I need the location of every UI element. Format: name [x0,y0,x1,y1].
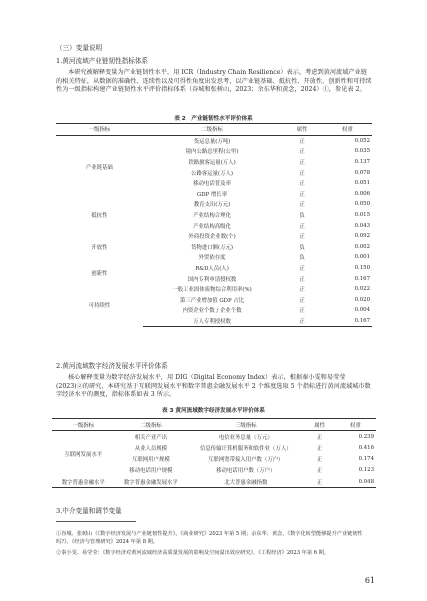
table3 [52,418,376,488]
footnote-2: ②秦小雯、易莹莹：《数字经济对黄河流域经济高质量发展的影响及空间溢出效应研究》，《工程经济》2023 年第 6 期。 [56,550,330,557]
table2-cell: 0.167 [354,275,370,282]
table3-cell: 0.123 [358,467,374,474]
table2-header: 二级指标 [143,124,282,136]
table2-cell: 货物进口额(万元) [191,244,233,251]
table3-cell: 正 [316,434,323,441]
table2-cell: 0.078 [354,169,370,176]
table-row [56,135,372,146]
table3-cell: 正 [316,468,323,475]
table2-header: 属性 [281,124,322,136]
table2-cell: 正 [281,316,322,327]
table2-cell: 正 [299,160,305,167]
table3-cell: 正 [316,445,323,452]
subsection-heading-2: 2.黄河流域数字经济发展水平评价体系 [56,362,168,370]
table2-cell: 0.002 [354,243,370,250]
table3-cell: 互联网宽带接入用户数（万户） [208,457,284,464]
table2-cell: 教育支出(万元) [193,202,231,209]
section-heading: （三）变量说明 [56,44,103,52]
table3-cell: 电信业务总量（万元） [218,434,273,441]
table2-cell: 万人专利授权数 [143,316,282,327]
table2-cell: 外商投资企业数(个) [188,234,236,241]
table2-header: 一级指标 [56,124,143,136]
table3-cell: 正 [316,457,323,464]
table-row [56,231,372,242]
table2-cell: 正 [299,234,305,241]
table2-cell: 公路客运量(万人) [191,170,233,177]
table2-cell: 正 [299,202,305,209]
table2-cell: 0.006 [354,190,370,197]
table2-cell: 外贸依存度 [198,255,226,262]
table2-cell: 正 [299,276,305,283]
table3-cell: 移动电话用户数（万户） [216,468,276,475]
footnote-rule [56,521,136,522]
table2-cell: 0.015 [354,212,370,219]
table2-group-label: 产业链基础 [85,165,113,172]
table2-cell: 移动电话普及率 [193,181,231,188]
table2-cell: 0.022 [354,286,370,293]
table3-header: 二级指标 [115,419,188,431]
table2-cell: 0.167 [323,316,372,327]
paragraph-1: 本研究被解释变量为产业链韧性水平，用 ICR（Industry Chain Resilience）表示。考虑到黄河流域产业链的相关特征，从数据的准确性、连续性以及可得性角度出发思考，以产业链基础、抵抗性、开放性、创新性和可持续性为一级指标构建产业链韧性水平评价指标体系（谷城和张树山，2023；余东华和黄念，2024）①，参见表 2。 [56,69,372,94]
subsection-heading-3: 3.中介变量和调节变量 [56,507,122,515]
page-number: 61 [364,576,375,585]
table3-cell: 信息传输计算机服务和软件业（万人） [199,445,292,452]
table2-cell: 第三产业增加值 GDP 占比 [179,297,245,304]
table-row [56,284,372,295]
table2-cell: 0.092 [354,233,370,240]
table3-header: 一级指标 [52,419,115,431]
table2-group-label: 可持续性 [88,303,111,310]
table2-cell: 正 [299,223,305,230]
table2-cell: 负 [299,255,305,262]
table2-cell: 境内公路总里程(公里) [185,149,239,156]
table2-group-label: 创新性 [91,271,108,278]
table2-cell: 一般工业固体废物综合利用率(%) [172,287,252,294]
table3-header: 三级指标 [187,419,304,431]
table-row [52,431,376,443]
table2-cell: 正 [299,308,305,315]
table2-cell: 正 [299,138,305,145]
table3-header: 属性 [304,419,334,431]
table2-cell: 0.051 [354,180,370,187]
table2-cell: 0.004 [354,307,370,314]
table3-cell: 0.416 [358,444,374,451]
table3-cell: 互联网用户规模 [131,457,170,464]
table3-cell: 0.239 [358,433,374,440]
table2-cell: 0.050 [354,201,370,208]
table2-cell: 0.137 [354,159,370,166]
table2-cell: 正 [299,170,305,177]
table2-cell: 0.150 [354,265,370,272]
table3-cell: 移动电话用户规模 [129,468,173,475]
subsection-heading-1: 1.黄河流域产业链韧性指标体系 [56,57,149,65]
table3-caption: 表 3 黄河流域数字经济发展水平评价体系 [162,408,265,414]
table3-group-label: 互联网发展水平 [64,451,103,458]
table3-cell: 数字普惠金融发展水平 [115,476,188,488]
table2-cell: 正 [299,149,305,156]
table-row [52,476,376,488]
table3-header: 权重 [335,419,376,431]
table2-cell: 产业结构合理化 [193,213,231,220]
table2-cell: 负 [299,213,305,220]
table2-cell: 0.035 [354,148,370,155]
table3-cell: 北大普惠金融指数 [187,476,304,488]
table2-cell: 正 [299,266,305,273]
table2-cell: 0.043 [354,222,370,229]
table3-cell: 从业人员规模 [134,445,168,452]
table2-header: 权重 [323,124,372,136]
table2-group-label: 开放性 [91,244,108,251]
table2-cell: 0.001 [354,254,370,261]
table-row [56,263,372,274]
paragraph-2: 核心解释变量为数字经济发展水平，用 DIG（Digital Economy Index）表示，根据秦小雯和易莹莹(2023)②的研究，本研究基于互联网发展水平和数字普惠金融发展水平 2 个维度选取 5 个指标进行黄河流域城市数字经济水平的测度，指标体系如表 3 所示。 [56,374,371,399]
table2-cell: 0.052 [354,137,370,144]
table2-group-label: 抵抗性 [91,213,108,220]
table2-cell: 负 [299,244,305,251]
table2-cell: 正 [299,287,305,294]
table3-cell: 相关产业产出 [134,434,168,441]
table3-cell: 0.174 [358,456,374,463]
table2-cell: 产业结构高级化 [193,223,231,230]
table3-cell: 0.048 [335,476,376,488]
table2-cell: 货运总量(万吨) [193,138,231,145]
table2-cell: 铁路旅客运量(万人) [188,160,236,167]
table2-caption: 表 2 产业链韧性水平评价体系 [174,116,253,122]
table-row [56,199,372,210]
table2-cell: R&D人员(人) [195,266,229,273]
table2-cell: 正 [299,191,305,198]
table2-cell: 正 [299,297,305,304]
table2-cell: 0.020 [354,296,370,303]
table2-cell: 内资企业个数 / 企业个数 [182,308,242,315]
table2-cell: GDP 增长率 [196,191,228,198]
footnote-1: ①谷城、张树山（《数字经济发展与产业链韧性提升》，《商业研究》2023 年第 5 期；余东华、黄念，《数字化转型能够提升产业链韧性吗?》，《经济与管理研究》2024 年第 8 期。 [56,531,363,545]
table2-cell: 国内专利申请授权数 [187,276,237,283]
table2-cell: 正 [299,181,305,188]
table3-group-label: 数字普惠金融水平 [52,476,115,488]
table3-cell: 正 [304,476,334,488]
table2 [56,123,372,327]
